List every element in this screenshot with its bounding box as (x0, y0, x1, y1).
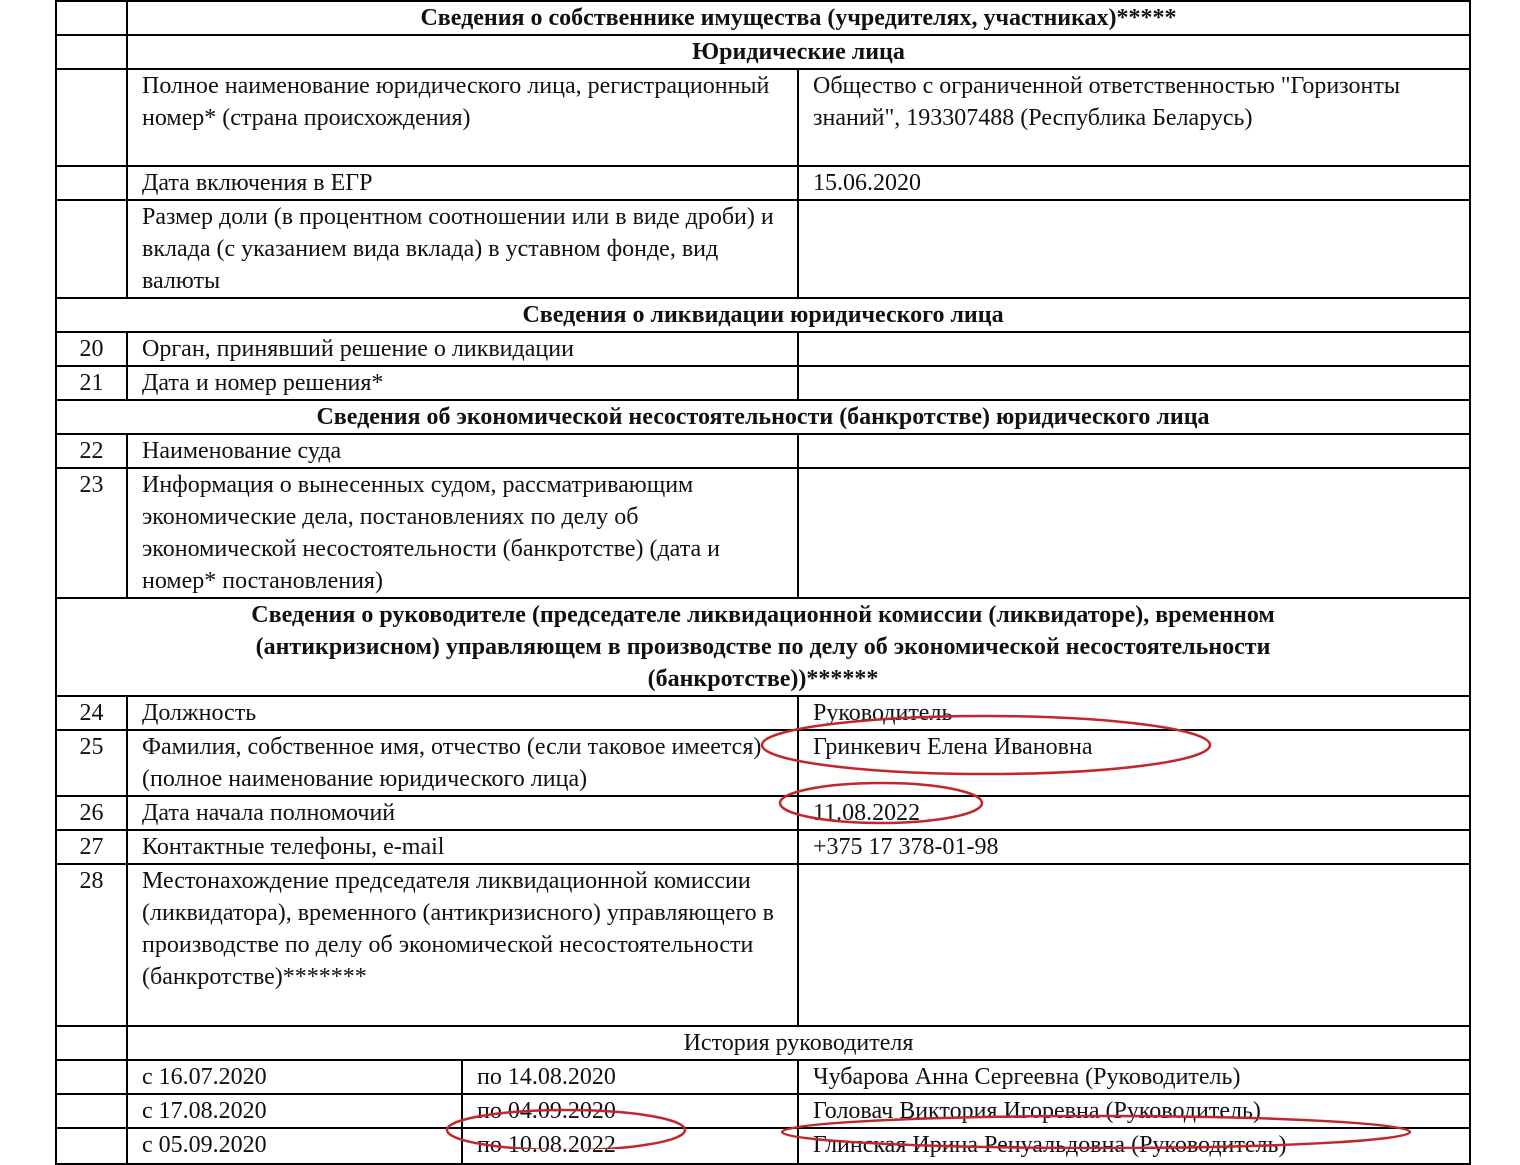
section-header-history: История руководителя (127, 1026, 1470, 1060)
highlight-ellipse (780, 783, 982, 823)
history-to: по 14.08.2020 (462, 1060, 798, 1094)
row-label: Полное наименование юридического лица, регистрационный номер* (страна происхождения) (127, 69, 798, 166)
history-name: Глинская Ирина Ренуальдовна (Руководитель) (798, 1128, 1470, 1164)
row-value: 15.06.2020 (798, 166, 1470, 200)
history-from: с 16.07.2020 (127, 1060, 462, 1094)
row-label: Должность (127, 696, 798, 730)
row-number: 21 (56, 366, 127, 400)
section-header-bankruptcy: Сведения об экономической несостоятельности (банкротстве) юридического лица (56, 400, 1470, 434)
row-label: Орган, принявший решение о ликвидации (127, 332, 798, 366)
row-number: 26 (56, 796, 127, 830)
row-label: Контактные телефоны, e-mail (127, 830, 798, 864)
row-label: Местонахождение председателя ликвидационной комиссии (ликвидатора), временного (антикризисного) управляющего в производстве по делу об экономической несостоятельности (банкротстве)******* (127, 864, 798, 1026)
row-number: 20 (56, 332, 127, 366)
history-name: Чубарова Анна Сергеевна (Руководитель) (798, 1060, 1470, 1094)
history-from: с 17.08.2020 (127, 1094, 462, 1128)
row-label: Информация о вынесенных судом, рассматривающим экономические дела, постановлениях по делу об экономической несостоятельности (банкротстве) (дата и номер* постановления) (127, 468, 798, 598)
section-header-legal-entities: Юридические лица (127, 35, 1470, 69)
history-from: с 05.09.2020 (127, 1128, 462, 1164)
highlight-ellipse (447, 1110, 685, 1149)
row-label: Наименование суда (127, 434, 798, 468)
history-to: по 04.09.2020 (462, 1094, 798, 1128)
section-header-liquidation: Сведения о ликвидации юридического лица (56, 298, 1470, 332)
row-value: +375 17 378-01-98 (798, 830, 1470, 864)
row-number: 22 (56, 434, 127, 468)
row-label: Дата и номер решения* (127, 366, 798, 400)
history-name: Головач Виктория Игоревна (Руководитель) (798, 1094, 1470, 1128)
row-value: Гринкевич Елена Ивановна (798, 730, 1470, 796)
row-value: 11.08.2022 (798, 796, 1470, 830)
history-to: по 10.08.2022 (462, 1128, 798, 1164)
row-number: 28 (56, 864, 127, 1026)
row-label: Дата включения в ЕГР (127, 166, 798, 200)
row-number: 24 (56, 696, 127, 730)
section-header-manager: Сведения о руководителе (председателе ликвидационной комиссии (ликвидаторе), временном (антикризисном) управляющем в производстве по делу об экономической несостоятельности (банкротстве))****** (56, 598, 1470, 696)
row-value: Общество с ограниченной ответственностью "Горизонты знаний", 193307488 (Республика Беларусь) (798, 69, 1470, 166)
row-label: Фамилия, собственное имя, отчество (если таковое имеется) (полное наименование юридического лица) (127, 730, 798, 796)
row-value: Руководитель (798, 696, 1470, 730)
row-number: 25 (56, 730, 127, 796)
row-number: 23 (56, 468, 127, 598)
row-number: 27 (56, 830, 127, 864)
section-header-owner: Сведения о собственнике имущества (учредителях, участниках)***** (127, 1, 1470, 35)
row-label: Размер доли (в процентном соотношении или в виде дроби) и вклада (с указанием вида вклада) в уставном фонде, вид валюты (127, 200, 798, 298)
highlight-ellipse (762, 716, 1210, 774)
highlight-ellipse (782, 1116, 1410, 1148)
row-label: Дата начала полномочий (127, 796, 798, 830)
